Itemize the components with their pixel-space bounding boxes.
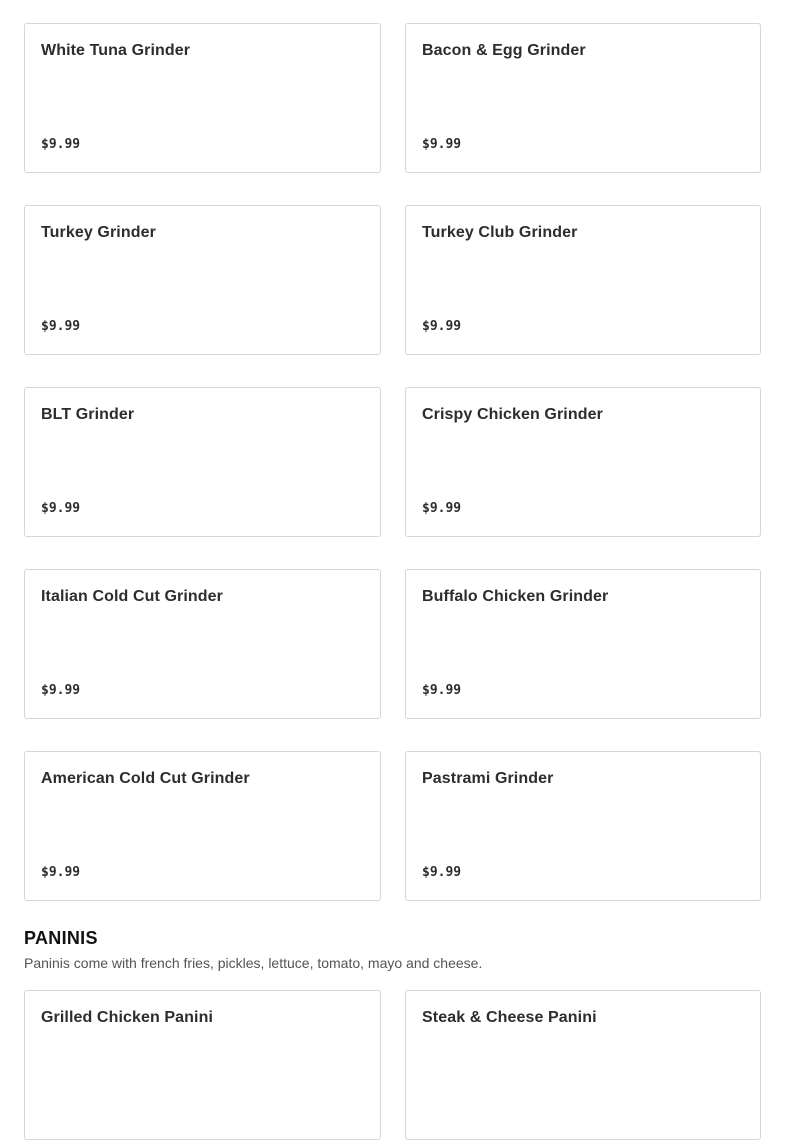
menu-item-card[interactable] — [24, 751, 381, 901]
menu-item-card[interactable] — [405, 751, 761, 901]
section-description: Paninis come with french fries, pickles, lettuce, tomato, mayo and cheese. — [24, 955, 483, 971]
item-price: $9.99 — [422, 137, 462, 152]
item-name: Turkey Grinder — [41, 224, 156, 241]
menu-page — [24, 23, 761, 1140]
menu-item-card[interactable] — [405, 205, 761, 355]
grinders-grid — [24, 23, 761, 901]
item-price: $9.99 — [41, 683, 81, 698]
item-price: $9.99 — [422, 319, 462, 334]
item-name: Turkey Club Grinder — [422, 224, 578, 241]
item-name: Steak & Cheese Panini — [422, 1009, 597, 1026]
menu-item-card[interactable] — [24, 205, 381, 355]
item-name: Bacon & Egg Grinder — [422, 42, 586, 59]
item-name: Italian Cold Cut Grinder — [41, 588, 223, 605]
menu-item-card[interactable] — [24, 387, 381, 537]
item-price: $9.99 — [41, 319, 81, 334]
section-title: PANINIS — [24, 928, 98, 948]
item-name: Buffalo Chicken Grinder — [422, 588, 609, 605]
paninis-grid — [24, 990, 761, 1140]
item-price: $9.99 — [422, 683, 462, 698]
menu-item-card[interactable] — [405, 990, 761, 1140]
menu-item-card[interactable] — [405, 387, 761, 537]
item-price: $9.99 — [41, 137, 81, 152]
menu-item-card[interactable] — [24, 23, 381, 173]
menu-item-card[interactable] — [405, 23, 761, 173]
item-price: $9.99 — [41, 865, 81, 880]
item-name: Grilled Chicken Panini — [41, 1009, 214, 1026]
item-price: $9.99 — [422, 501, 462, 516]
item-price: $9.99 — [41, 501, 81, 516]
item-name: BLT Grinder — [41, 406, 135, 423]
menu-item-card[interactable] — [405, 569, 761, 719]
item-name: White Tuna Grinder — [41, 42, 191, 59]
item-name: Crispy Chicken Grinder — [422, 406, 603, 423]
item-name: American Cold Cut Grinder — [41, 770, 250, 787]
menu-item-card[interactable] — [24, 990, 381, 1140]
paninis-section — [24, 927, 761, 1140]
item-price: $9.99 — [422, 865, 462, 880]
item-name: Pastrami Grinder — [422, 770, 554, 787]
menu-item-card[interactable] — [24, 569, 381, 719]
